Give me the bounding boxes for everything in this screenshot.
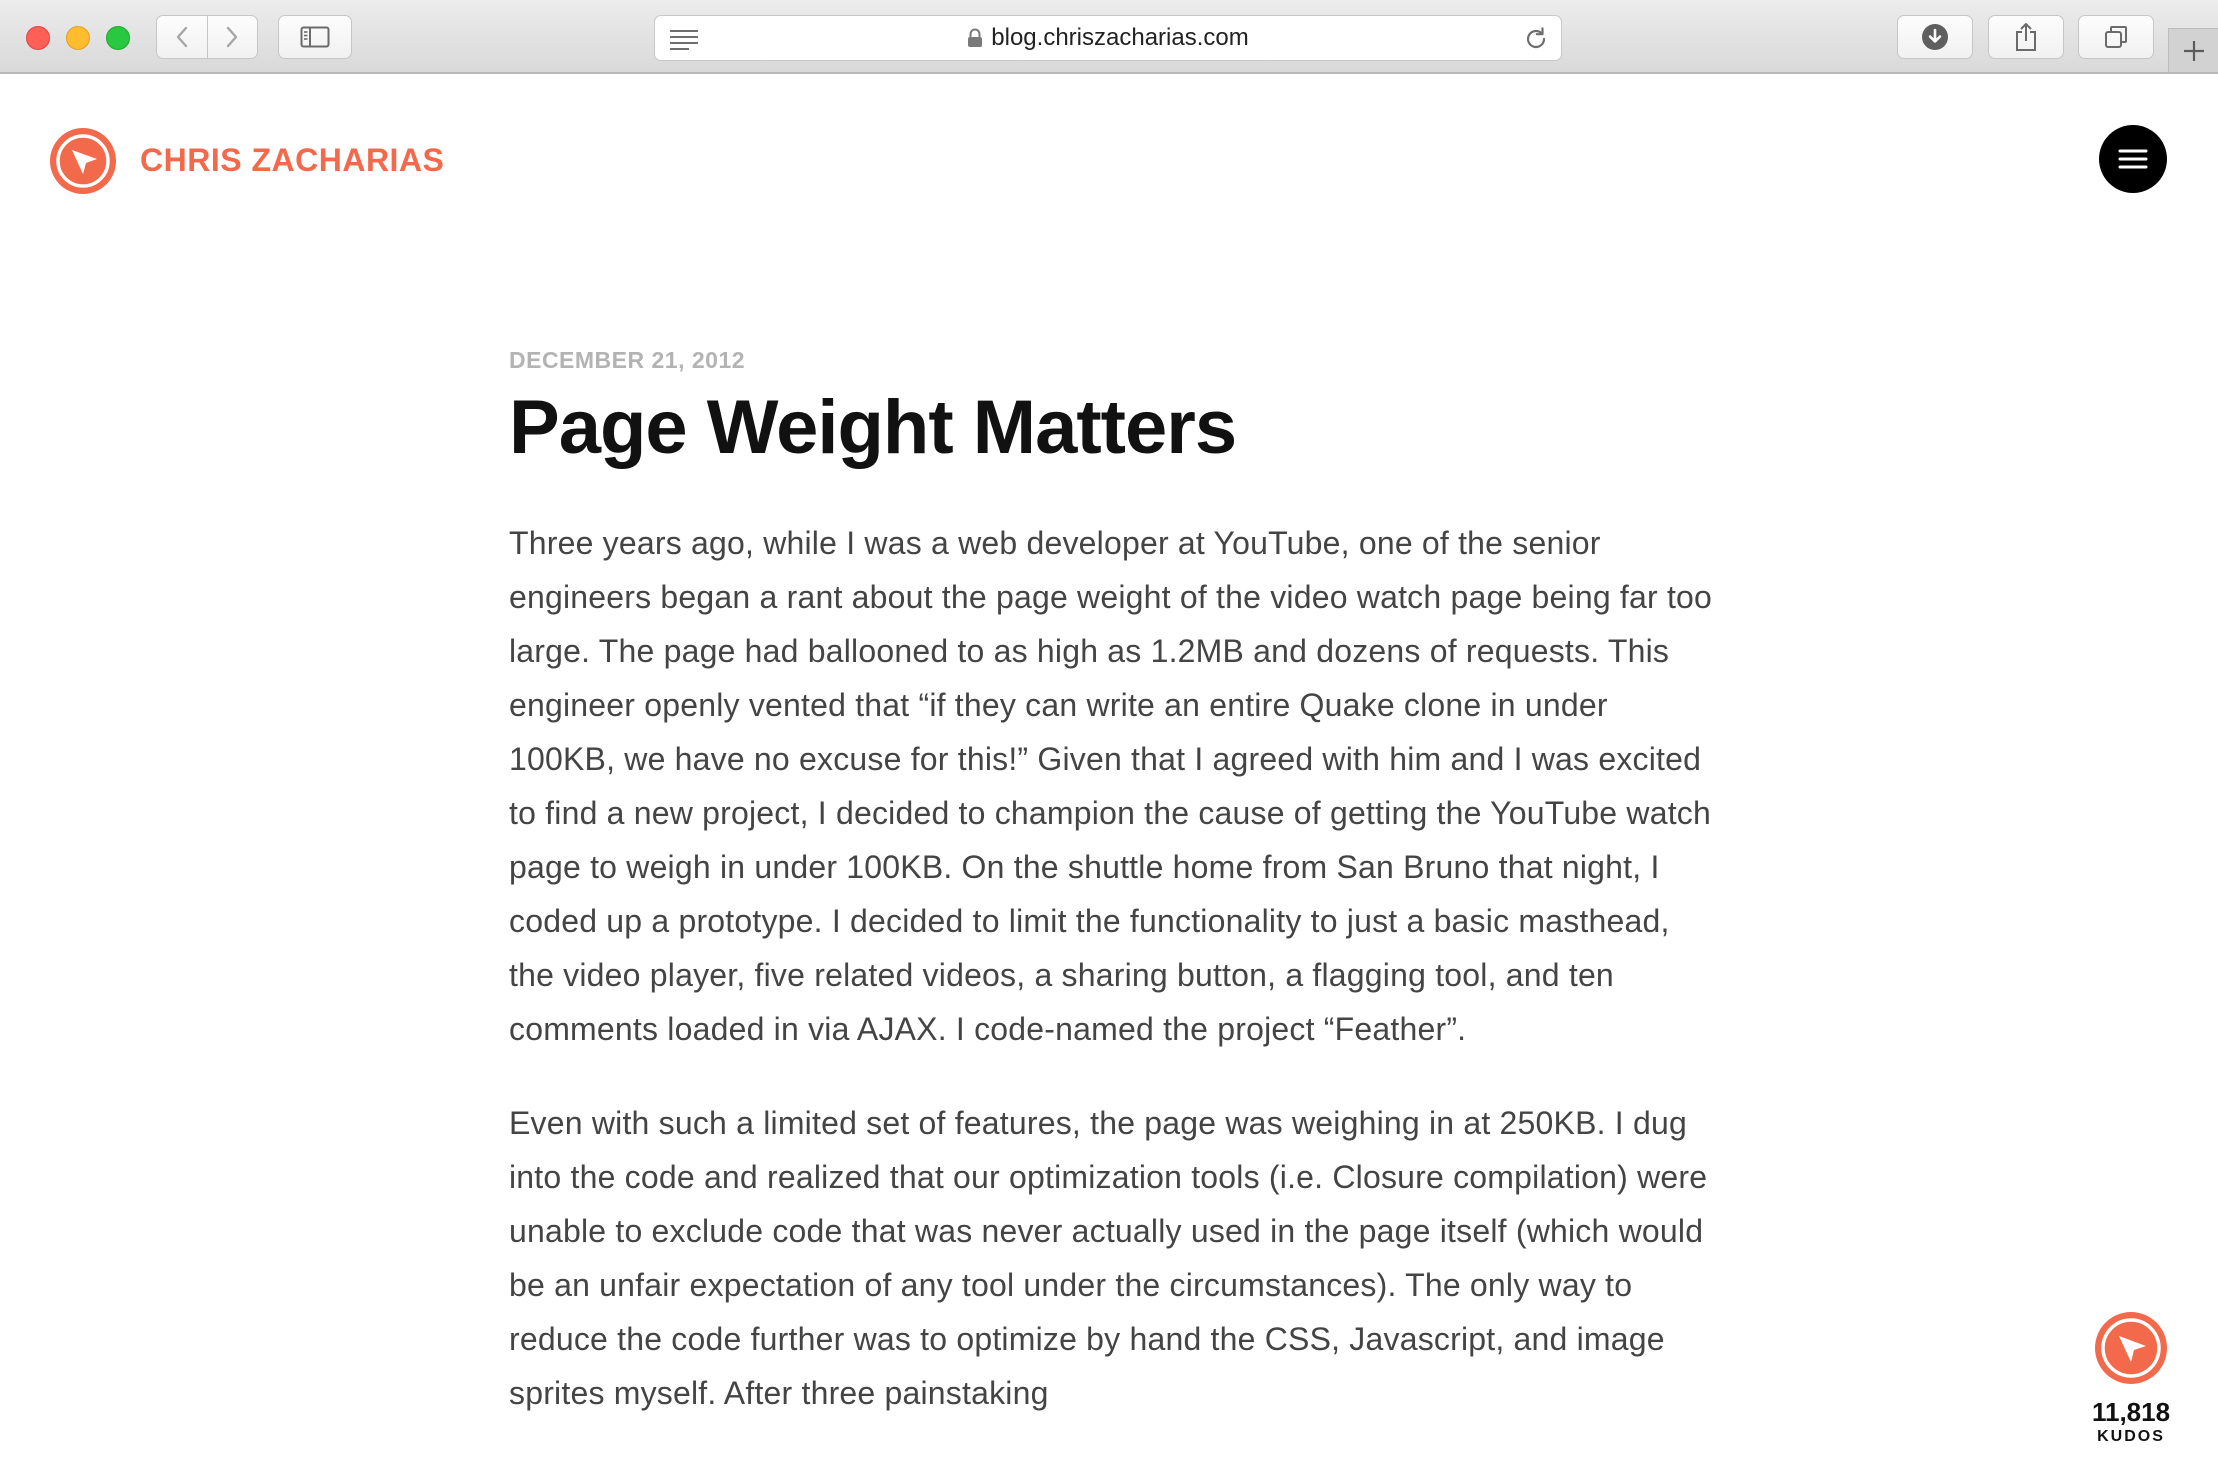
lock-icon: [967, 28, 983, 48]
chevron-right-icon: [225, 26, 239, 48]
history-nav: [156, 15, 258, 59]
kudos-label: KUDOS: [2097, 1428, 2165, 1445]
address-bar[interactable]: [654, 15, 1562, 61]
reload-icon[interactable]: [1523, 26, 1549, 52]
kudos-count: 11,818: [2091, 1397, 2171, 1427]
close-window-button[interactable]: [26, 26, 50, 50]
kudos-widget[interactable]: [2090, 1310, 2172, 1447]
article-title: Page Weight Matters: [509, 385, 1237, 470]
article-paragraph: Even with such a limited set of features, the page was weighing in at 250KB. I dug into the code and realized that our optimization tools (i.e. Closure compilation) were unable to exclude code that was never actually used in the page itself (which would be an unfair expectation of any tool under the circumstances). The only way to reduce the code further was to optimize by hand the CSS, Javascript, and image sprites myself. After three painstaking: [509, 1105, 1708, 1411]
tabs-icon: [2104, 25, 2128, 49]
chevron-left-icon: [175, 26, 189, 48]
show-tabs-button[interactable]: [2078, 15, 2154, 59]
url-text: blog.chriszacharias.com: [991, 24, 1249, 51]
downloads-button[interactable]: [1897, 15, 1973, 59]
site-brand[interactable]: CHRIS ZACHARIAS: [140, 142, 445, 178]
browser-toolbar: [0, 0, 2218, 74]
paper-plane-icon[interactable]: [48, 126, 118, 196]
hamburger-icon: [2118, 148, 2148, 170]
article-paragraph: Three years ago, while I was a web developer at YouTube, one of the senior engineers began a rant about the page weight of the video watch page being far too large. The page had ballooned to as high as 1.2MB and dozens of requests. This engineer openly vented that “if they can write an entire Quake clone in under 100KB, we have no excuse for this!” Given that I agreed with him and I was excited to find a new project, I decided to champion the cause of getting the YouTube watch page to weigh in under 100KB. On the shuttle home from San Bruno that night, I coded up a prototype. I decided to limit the functionality to just a basic masthead, the video player, five related videos, a sharing button, a flagging tool, and ten comments loaded in via AJAX. I code-named the project “Feather”.: [509, 525, 1713, 1047]
article-date: DECEMBER 21, 2012: [509, 347, 746, 373]
plus-icon: [2183, 40, 2205, 62]
sidebar-icon: [300, 26, 330, 48]
forward-button[interactable]: [207, 16, 258, 58]
article: [509, 330, 1719, 1420]
download-icon: [1921, 23, 1949, 51]
share-icon: [2014, 22, 2038, 52]
site-header: [0, 74, 2218, 244]
new-tab-button[interactable]: [2168, 28, 2218, 72]
share-button[interactable]: [1988, 15, 2064, 59]
minimize-window-button[interactable]: [66, 26, 90, 50]
url-display: [655, 16, 1561, 60]
kudos-plane-icon[interactable]: [2093, 1310, 2169, 1386]
zoom-window-button[interactable]: [106, 26, 130, 50]
back-button[interactable]: [157, 16, 207, 58]
menu-button[interactable]: [2099, 125, 2167, 193]
sidebar-toggle-button[interactable]: [278, 15, 352, 59]
